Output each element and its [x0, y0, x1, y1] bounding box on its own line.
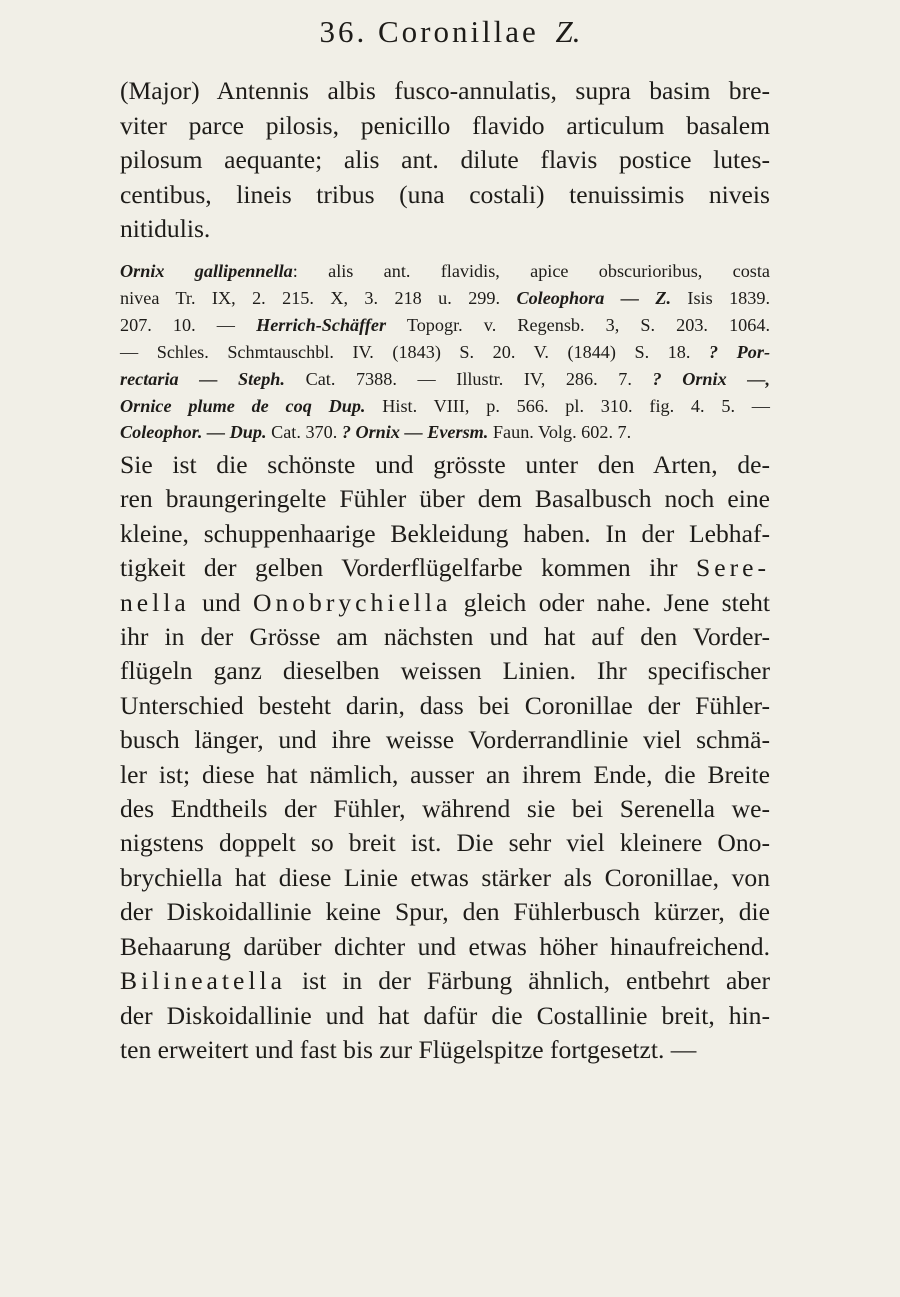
description-line: ten erweitert und fast bis zur Flügelspitze fortgesetzt. —	[120, 1034, 697, 1064]
synonymy-line	[120, 312, 770, 339]
synonym-text: Faun. Volg. 602. 7.	[488, 422, 632, 443]
synonymy-line	[120, 285, 770, 312]
running-header	[0, 14, 900, 50]
description-line: ihr in der Grösse am nächsten und hat auf den Vorder-	[120, 622, 770, 652]
description-line	[120, 964, 770, 998]
german-description	[120, 448, 770, 1067]
description-line: busch länger, und ihre weisse Vorderrandlinie viel schmä-	[120, 725, 770, 755]
synonym-text: : alis ant. flavidis, apice obscurioribus, costa	[292, 261, 770, 281]
species-name-spaced: Sere-	[696, 553, 770, 583]
synonym-text: nivea Tr. IX, 2. 215. X, 3. 218 u. 299.	[120, 287, 517, 308]
description-text: und	[189, 587, 253, 617]
synonym-text: Cat. 7388. — Illustr. IV, 286. 7.	[284, 368, 653, 389]
description-line: flügeln ganz dieselben weissen Linien. Ihr specifischer	[120, 656, 770, 686]
description-line: des Endtheils der Fühler, während sie bei Serenella we-	[120, 794, 770, 824]
synonym-text: — Schles. Schmtauschbl. IV. (1843) S. 20. V. (1844) S. 18.	[120, 341, 710, 362]
description-line	[120, 551, 770, 585]
synonym-name: ? Ornix —,	[652, 368, 770, 389]
description-text: tigkeit der gelben Vorderflügelfarbe kommen ihr	[120, 553, 696, 583]
species-name-spaced: Onobrychiella	[252, 587, 452, 617]
description-text: ist in der Färbung ähnlich, entbehrt aber	[285, 966, 770, 996]
description-line: Unterschied besteht darin, dass bei Coronillae der Fühler-	[120, 690, 770, 720]
synonym-name: ? Por-	[709, 341, 770, 362]
synonym-text: Isis 1839.	[671, 287, 771, 308]
description-line: Sie ist die schönste und grösste unter den Arten, de-	[120, 450, 770, 479]
synonym-name: Ornice plume de coq Dup.	[120, 395, 366, 416]
synonym-name: Coleophora — Z.	[516, 287, 672, 308]
description-line: ler ist; diese hat nämlich, ausser an ihrem Ende, die Breite	[120, 759, 770, 789]
synonym-name: ? Ornix — Eversm.	[341, 422, 489, 443]
latin-diagnosis	[120, 74, 770, 247]
species-name-spaced: nella	[120, 587, 190, 617]
synonym-text: 207. 10. —	[120, 314, 257, 335]
synonymy-line	[120, 393, 770, 420]
description-line	[120, 586, 770, 620]
synonym-text: Hist. VIII, p. 566. pl. 310. fig. 4. 5. —	[365, 395, 770, 416]
synonym-name: rectaria — Steph.	[120, 368, 285, 389]
description-line: der Diskoidallinie keine Spur, den Fühlerbusch kürzer, die	[120, 897, 770, 927]
synonym-text: Cat. 370.	[266, 422, 342, 443]
synonym-name: Ornix gallipennella	[120, 261, 293, 281]
description-line: ren braungeringelte Fühler über dem Basalbusch noch eine	[120, 484, 770, 514]
description-line: Behaarung darüber dichter und etwas höher hinaufreichend.	[120, 931, 770, 961]
diagnosis-line: pilosum aequante; alis ant. dilute flavis postice lutes-	[120, 145, 770, 174]
synonym-name: Herrich-Schäffer	[256, 314, 387, 335]
synonymy-line	[120, 258, 770, 285]
synonym-name: Coleophor. — Dup.	[120, 422, 267, 443]
synonymy-line	[120, 366, 770, 393]
description-line: nigstens doppelt so breit ist. Die sehr viel kleinere Ono-	[120, 828, 770, 858]
description-line: der Diskoidallinie und hat dafür die Costallinie breit, hin-	[120, 1000, 770, 1030]
diagnosis-line: (Major) Antennis albis fusco-annulatis, supra basim bre-	[120, 76, 770, 105]
species-title: Coronillae	[377, 14, 539, 49]
description-text: gleich oder nahe. Jene steht	[451, 587, 771, 617]
species-name-spaced: Bilineatella	[120, 966, 286, 996]
synonymy-line	[120, 339, 770, 366]
synonymy-block	[120, 258, 770, 446]
synonym-text: Topogr. v. Regensb. 3, S. 203. 1064.	[386, 314, 771, 335]
description-line: brychiella hat diese Linie etwas stärker als Coronillae, von	[120, 862, 770, 892]
synonymy-line	[120, 419, 770, 446]
author-abbrev: Z.	[555, 14, 581, 49]
diagnosis-line: viter parce pilosis, penicillo flavido articulum basalem	[120, 110, 770, 140]
page-number: 36.	[319, 14, 368, 49]
description-line: kleine, schuppenhaarige Bekleidung haben. In der Lebhaf-	[120, 518, 770, 548]
diagnosis-line: centibus, lineis tribus (una costali) tenuissimis niveis	[120, 179, 770, 209]
diagnosis-line: nitidulis.	[120, 214, 211, 243]
